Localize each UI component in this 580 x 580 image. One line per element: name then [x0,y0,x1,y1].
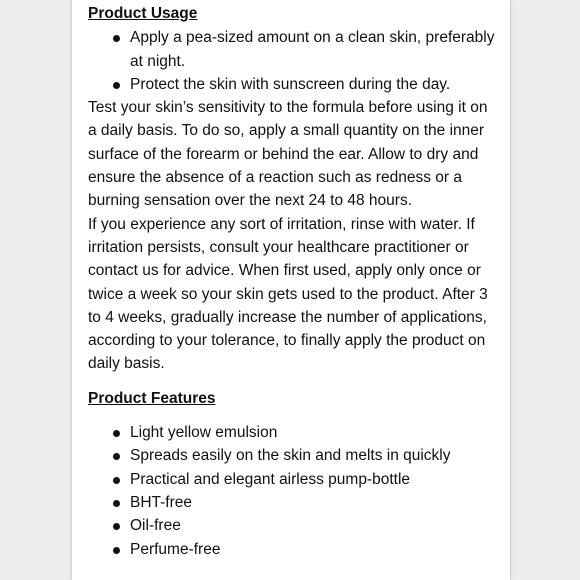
list-item-text: Spreads easily on the skin and melts in quickly [130,447,451,465]
list-item-text: Light yellow emulsion [130,424,278,442]
list-item-text: BHT-free [130,493,193,511]
bullet-icon [113,477,120,484]
list-item [88,538,498,561]
bullet-icon [113,547,120,554]
document-page [72,0,510,580]
product-usage-list [88,26,498,96]
list-item-text: Oil-free [130,517,181,535]
list-item-text: Protect the skin with sunscreen during the day. [130,75,451,93]
list-item [88,421,498,444]
list-item [88,491,498,514]
list-item [88,468,498,491]
product-usage-heading: Product Usage [88,5,198,22]
product-features-heading: Product Features [88,389,216,407]
product-features-list [88,421,498,561]
list-item [88,73,498,96]
list-item-text: Apply a pea-sized amount on a clean skin, preferably at night. [130,29,495,70]
irritation-advice-paragraph: If you experience any sort of irritation, rinse with water. If irritation persists, consult your healthcare practitioner or contact us for advice. When first used, apply only once or twice a week so your skin gets used to the product. After 3 to 4 weeks, gradually increase the number of applications, according to your tolerance, to finally apply the product on daily basis. [88,215,488,373]
document-content [88,2,498,561]
bullet-icon [113,35,120,42]
bullet-icon [113,523,120,530]
list-item [88,26,498,73]
list-item-text: Practical and elegant airless pump-bottle [130,470,411,488]
sensitivity-test-paragraph: Test your skin’s sensitivity to the formula before using it on a daily basis. To do so, apply a small quantity on the inner surface of the forearm or behind the ear. Allow to dry and ensure the absence of a reaction such as redness or a burning sensation over the next 24 to 48 hours. [88,99,488,210]
bullet-icon [113,500,120,507]
bullet-icon [113,82,120,89]
bullet-icon [113,453,120,460]
list-item [88,444,498,467]
list-item-text: Perfume-free [130,540,221,558]
bullet-icon [113,430,120,437]
list-item [88,514,498,537]
